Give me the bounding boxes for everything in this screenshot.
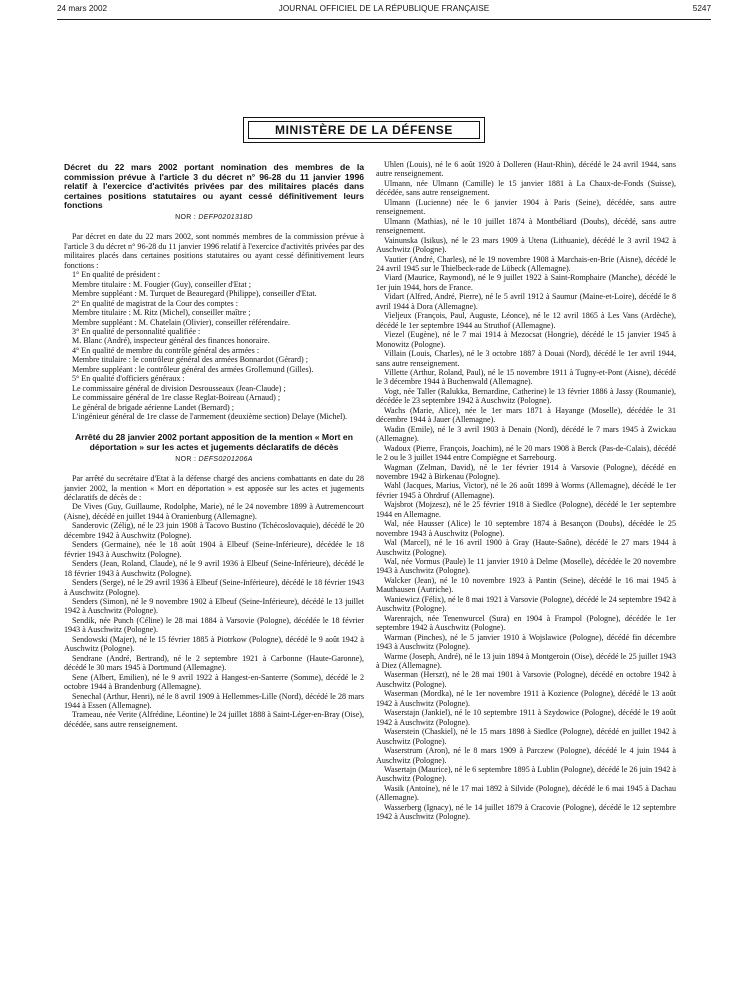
page-number: 5247 bbox=[692, 4, 711, 13]
deportee-entry: De Vives (Guy, Guillaume, Rodolphe, Marie), né le 24 novembre 1899 à Autremencourt (Aisne), décédé en juillet 1944 à Oranienburg (Allemagne). bbox=[64, 502, 364, 521]
decret-paragraph: Membre titulaire : M. Fougier (Guy), conseiller d'Etat ; bbox=[72, 279, 252, 289]
deportee-entry: Waniewicz (Félix), né le 8 mai 1921 à Varsovie (Pologne), décédé le 24 septembre 1942 à Auschwitz (Pologne). bbox=[376, 594, 676, 614]
deportee-entry: Sendik, née Punch (Céline) le 28 mai 1884 à Varsovie (Pologne), décédée le 18 février 1943 à Auschwitz (Pologne). bbox=[64, 615, 364, 635]
deportee-entry: Uhlen (Louis), né le 6 août 1920 à Dolleren (Haut-Rhin), décédé le 24 avril 1944, sans autre renseignement. bbox=[376, 160, 676, 179]
ministry-box bbox=[243, 117, 485, 143]
decret-paragraph: L'ingénieur général de 1re classe de l'armement (deuxième section) Delaye (Michel). bbox=[72, 412, 348, 422]
deportee-entry: Wajsbrot (Mojzesz), né le 25 février 1918 à Siedlce (Pologne), décédé le 1er septembre 1944 en Allemagne. bbox=[376, 500, 676, 519]
deportee-entry: Wasertajn (Maurice), né le 6 septembre 1895 à Lublin (Pologne), décédé le 26 juin 1942 à Auschwitz (Pologne). bbox=[376, 765, 676, 784]
deportee-entry: Wachs (Marie, Alice), née le 1er mars 1871 à Hayange (Moselle), décédée le 31 décembre 1944 à Jauer (Allemagne). bbox=[376, 405, 676, 425]
deportee-entry: Senders (Simon), né le 9 novembre 1902 à Elbeuf (Seine-Inférieure), décédé le 13 juillet 1942 à Auschwitz (Pologne). bbox=[64, 597, 364, 616]
deportee-entry: Senechal (Arthur, Henri), né le 8 avril 1909 à Hellemmes-Lille (Nord), décédé le 28 mars 1944 à Essen (Allemagne). bbox=[64, 691, 364, 710]
decret-paragraph: 5° En qualité d'officiers généraux : bbox=[72, 374, 185, 384]
deportee-entry: Senders (Serge), né le 29 avril 1936 à Elbeuf (Seine-Inférieure), décédé le 18 février 1943 à Auschwitz (Pologne). bbox=[64, 578, 364, 597]
deportee-entry: Warenrajch, née Tenenwurcel (Sura) en 1904 à Frampol (Pologne), décédée le 1er septembre 1942 à Auschwitz (Pologne). bbox=[376, 613, 676, 633]
deportee-entry: Wal, née Vormus (Paule) le 11 janvier 1910 à Delme (Moselle), décédée le 20 novembre 1943 à Auschwitz (Pologne). bbox=[376, 557, 676, 576]
deportee-entry: Waserstajn (Jankiel), né le 10 septembre 1911 à Szydowice (Pologne), décédé le 19 août 1942 à Auschwitz (Pologne). bbox=[376, 708, 676, 727]
deportee-entry: Waserstrum (Aron), né le 8 mars 1909 à Parczew (Pologne), décédé le 4 juin 1944 à Auschwitz (Pologne). bbox=[376, 746, 676, 765]
decret-paragraph: Membre titulaire : le contrôleur général des armées Bonnardot (Gérard) ; bbox=[72, 355, 308, 365]
deportee-entry: Wasserberg (Ignacy), né le 14 juillet 1879 à Cracovie (Pologne), décédé le 12 septembre 1942 à Auschwitz (Pologne). bbox=[376, 802, 676, 822]
decret-title: Décret du 22 mars 2002 portant nomination des membres de la commission prévue à l'article 3 du décret n° 96-28 du 11 janvier 1996 relatif à l'exercice d'activités privées par des militaires placés dans certaines positions statutaires ou ayant cessé définitivement leurs fonctions bbox=[64, 162, 364, 211]
deportee-entry: Vainunska (Isikus), né le 23 mars 1909 à Utena (Lithuanie), décédé le 3 avril 1942 à Auschwitz (Pologne). bbox=[376, 235, 676, 255]
decret-paragraph: M. Blanc (André), inspecteur général des finances honoraire. bbox=[72, 336, 270, 346]
header-date: 24 mars 2002 bbox=[57, 4, 108, 13]
deportee-entry: Senders (Germaine), née le 18 août 1904 à Elbeuf (Seine-Inférieure), décédée le 18 février 1943 à Auschwitz (Pologne). bbox=[64, 540, 364, 559]
deportee-entry: Wasik (Antoine), né le 17 mai 1892 à Silvide (Pologne), décédé le 6 mai 1945 à Dachau (Allemagne). bbox=[376, 783, 676, 803]
deportee-entry: Sene (Albert, Emilien), né le 9 avril 1922 à Hangest-en-Santerre (Somme), décédé le 2 octobre 1944 à Brandenburg (Allemagne). bbox=[64, 672, 364, 692]
deportee-entry: Wal, née Hausser (Alice) le 10 septembre 1874 à Besançon (Doubs), décédée le 25 novembre 1943 à Auschwitz (Pologne). bbox=[376, 519, 676, 538]
decret-paragraph: Membre titulaire : M. Ritz (Michel), conseiller maître ; bbox=[72, 308, 251, 318]
deportee-entry: Sanderovic (Zélig), né le 23 juin 1908 à Tacovo Bustino (Tchécoslovaquie), décédé le 20 décembre 1942 à Auschwitz (Pologne). bbox=[64, 521, 364, 540]
deportee-entry: Trameau, née Verite (Alfrédine, Léontine) le 24 juillet 1888 à Saint-Léger-en-Bray (Oise), décédée, sans autre renseignement. bbox=[64, 710, 365, 729]
decret-nor bbox=[64, 213, 364, 222]
deportee-entry: Wahl (Jacques, Marius, Victor), né le 26 août 1899 à Worms (Allemagne), décédé le 1er février 1945 à Ohrdruf (Allemagne). bbox=[376, 481, 676, 500]
page-header bbox=[57, 4, 711, 18]
decret-paragraph: 1° En qualité de président : bbox=[72, 270, 160, 280]
nor-code: DEFP0201318D bbox=[198, 213, 253, 221]
header-rule bbox=[57, 19, 711, 20]
deportee-entry: Vidart (Alfred, André, Pierre), né le 5 avril 1912 à Saumur (Maine-et-Loire), décédé le 8 avril 1944 à Dora (Allemagne). bbox=[376, 292, 676, 311]
deportee-entry: Wadoux (Pierre, François, Joachim), né le 20 mars 1908 à Berck (Pas-de-Calais), décédé le 2 ou le 3 juillet 1944 entre Compiègne et Sarrebourg. bbox=[376, 443, 676, 463]
right-column bbox=[376, 160, 676, 822]
deportee-entry: Ulmann, née Ulmann (Camille) le 15 janvier 1881 à La Chaux-de-Fonds (Suisse), décédée, sans autre renseignement. bbox=[376, 178, 676, 198]
decret-paragraph: 3° En qualité de personnalité qualifiée : bbox=[72, 326, 201, 336]
entries-list-left bbox=[64, 502, 364, 729]
decret-paragraph: Membre suppléant : le contrôleur général des armées Grollemund (Gilles). bbox=[72, 364, 314, 374]
ministry-title: MINISTÈRE DE LA DÉFENSE bbox=[248, 121, 480, 139]
decret-paragraph: Membre suppléant : M. Chatelain (Olivier), conseiller référendaire. bbox=[72, 317, 290, 327]
deportee-entry: Viezel (Eugène), né le 7 mai 1914 à Mezocsat (Hongrie), décédé le 15 janvier 1945 à Monowitz (Pologne). bbox=[376, 330, 676, 349]
deportee-entry: Waserman (Herszt), né le 28 mai 1901 à Varsovie (Pologne), décédé en octobre 1942 à Auschwitz (Pologne). bbox=[376, 670, 676, 689]
left-column bbox=[64, 163, 364, 729]
decret-paragraph: Par décret en date du 22 mars 2002, sont nommés membres de la commission prévue à l'article 3 du décret n° 96-28 du 11 janvier 1996 relatif à l'exercice d'activités privées par des militaires placés dans certaines positions statutaires ou ayant cessé définitivement leurs fonctions : bbox=[64, 232, 364, 270]
deportee-entry: Viard (Maurice, Raymond), né le 9 juillet 1922 à Saint-Romphaire (Manche), décédé le 1er juin 1944, hors de France. bbox=[376, 273, 676, 292]
decret-paragraph: Le général de brigade aérienne Landet (Bernard) ; bbox=[72, 402, 235, 412]
deportee-entry: Sendrane (André, Bertrand), né le 2 septembre 1921 à Carbonne (Haute-Garonne), décédé le 30 mars 1945 à Dortmund (Allemagne). bbox=[64, 653, 364, 673]
deportee-entry: Wagman (Zelman, David), né le 1er février 1914 à Varsovie (Pologne), décédé en novembre 1942 à Birkenau (Pologne). bbox=[376, 462, 676, 481]
nor-code: DEFS0201206A bbox=[198, 455, 253, 463]
deportee-entry: Waserman (Mordka), né le 1er novembre 1911 à Kozience (Pologne), décédé le 13 août 1942 à Auschwitz (Pologne). bbox=[376, 689, 676, 708]
nor-label: NOR : bbox=[175, 213, 197, 221]
deportee-entry: Senders (Jean, Roland, Claude), né le 9 avril 1936 à Elbeuf (Seine-Inférieure), décédé le 18 février 1943 à Auschwitz (Pologne). bbox=[64, 559, 364, 578]
deportee-entry: Wadin (Emile), né le 3 avril 1903 à Denain (Nord), décédé le 7 mars 1945 à Zwickau (Allemagne). bbox=[376, 424, 676, 444]
deportee-entry: Walcker (Jean), né le 10 novembre 1923 à Pantin (Seine), décédé le 16 mai 1945 à Mauthausen (Autriche). bbox=[376, 575, 676, 595]
deportee-entry: Vautier (André, Charles), né le 19 novembre 1908 à Marchais-en-Brie (Aisne), décédé le 24 avril 1945 sur le Thielbeck-rade de Lübeck (Allemagne). bbox=[376, 254, 676, 273]
decret-paragraph: 4° En qualité de membre du contrôle général des armées : bbox=[72, 345, 260, 355]
deportee-entry: Ulmann (Mathias), né le 10 juillet 1874 à Montbéliard (Doubs), décédé, sans autre renseignement. bbox=[376, 216, 676, 236]
deportee-entry: Vogt, née Taller (Ralukka, Bernardine, Catherine) le 13 février 1886 à Jassy (Roumanie), décédée le 23 septembre 1942 à Auschwitz (Pologne). bbox=[376, 386, 676, 406]
decret-paragraph: 2° En qualité de magistrat de la Cour des comptes : bbox=[72, 298, 238, 308]
deportee-entry: Vieljeux (François, Paul, Auguste, Léonce), né le 12 avril 1865 à Les Vans (Ardèche), décédé le 1er septembre 1944 au Struthof (Allemagne). bbox=[376, 311, 676, 330]
deportee-entry: Ulmann (Lucienne) née le 6 janvier 1904 à Paris (Seine), décédée, sans autre renseignement. bbox=[376, 197, 676, 217]
journal-title: JOURNAL OFFICIEL DE LA RÉPUBLIQUE FRANÇAISE bbox=[278, 4, 490, 13]
decret-paragraph: Membre suppléant : M. Turquet de Beauregard (Philippe), conseiller d'Etat. bbox=[72, 289, 317, 299]
decret-paragraph: Le commissaire général de 1re classe Reglat-Boireau (Arnaud) ; bbox=[72, 393, 281, 403]
decret-body bbox=[64, 232, 364, 421]
nor-label: NOR : bbox=[175, 455, 197, 463]
deportee-entry: Waserstein (Chaskiel), né le 15 mars 1898 à Siedlce (Pologne), décédé en juillet 1942 à Auschwitz (Pologne). bbox=[376, 727, 676, 746]
deportee-entry: Warme (Joseph, André), né le 13 juin 1894 à Montgeroin (Oise), décédé le 25 juillet 1943 à Diez (Allemagne). bbox=[376, 651, 676, 671]
decret-paragraph: Le commissaire général de division Desrousseaux (Jean-Claude) ; bbox=[72, 383, 286, 393]
deportee-entry: Wal (Marcel), né le 16 avril 1900 à Gray (Haute-Saône), décédé le 27 mars 1944 à Auschwitz (Pologne). bbox=[376, 538, 676, 557]
deportee-entry: Villain (Louis, Charles), né le 3 octobre 1887 à Douai (Nord), décédé le 1er avril 1944, sans autre renseignement. bbox=[376, 349, 676, 368]
arrete-nor bbox=[64, 455, 364, 464]
entries-list-right bbox=[376, 160, 676, 822]
deportee-entry: Warman (Pinches), né le 5 janvier 1910 à Wojslawice (Pologne), décédé fin décembre 1943 à Auschwitz (Pologne). bbox=[376, 632, 676, 652]
arrete-title: Arrêté du 28 janvier 2002 portant apposition de la mention « Mort en déportation » sur les actes et jugements déclaratifs de décès bbox=[75, 432, 353, 453]
deportee-entry: Sendowski (Majer), né le 15 février 1885 à Piotrkow (Pologne), décédé le 9 août 1942 à Auschwitz (Pologne). bbox=[64, 634, 364, 654]
arrete-intro: Par arrêté du secrétaire d'Etat à la défense chargé des anciens combattants en date du 28 janvier 2002, la mention « Mort en déportation » est apposée sur les actes et jugements déclaratifs de décès de : bbox=[64, 474, 364, 503]
deportee-entry: Villette (Arthur, Roland, Paul), né le 15 novembre 1911 à Tugny-et-Pont (Aisne), décédé le 3 décembre 1944 à Buchenwald (Allemagne). bbox=[376, 367, 676, 387]
